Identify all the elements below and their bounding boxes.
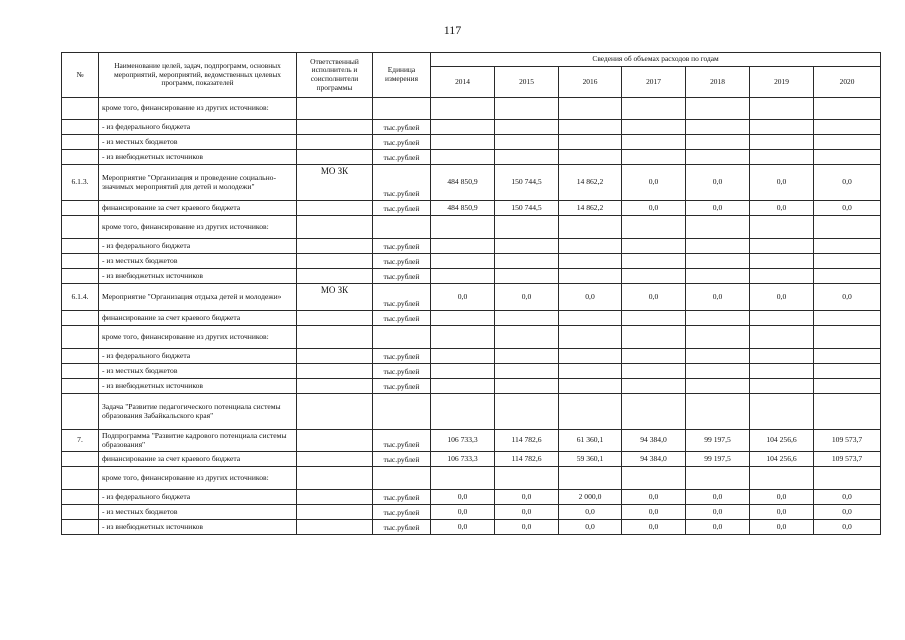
row-value [622, 150, 686, 165]
header-year: 2014 [431, 67, 495, 98]
row-value: 0,0 [686, 201, 750, 216]
row-value: 0,0 [559, 505, 622, 520]
row-value [686, 467, 750, 490]
row-value [814, 394, 881, 430]
row-value [431, 150, 495, 165]
row-value [814, 379, 881, 394]
table-row [62, 284, 881, 311]
row-value [750, 239, 814, 254]
row-value: 109 573,7 [814, 430, 881, 452]
row-value [622, 135, 686, 150]
row-number [62, 467, 99, 490]
row-value [495, 120, 559, 135]
table-body [62, 98, 881, 535]
row-value: 0,0 [686, 505, 750, 520]
row-value [431, 349, 495, 364]
row-value: 0,0 [431, 490, 495, 505]
row-responsible [297, 201, 373, 216]
row-value [431, 394, 495, 430]
row-number [62, 349, 99, 364]
row-value [622, 379, 686, 394]
row-value [750, 394, 814, 430]
row-value [431, 254, 495, 269]
row-number [62, 201, 99, 216]
row-value [750, 98, 814, 120]
row-value [495, 135, 559, 150]
table-row [62, 349, 881, 364]
row-value: 0,0 [431, 284, 495, 311]
row-value [686, 269, 750, 284]
row-responsible [297, 452, 373, 467]
header-year: 2019 [750, 67, 814, 98]
row-number [62, 452, 99, 467]
header-years-group: Сведения об объемах расходов по годам [431, 53, 881, 67]
row-value [559, 254, 622, 269]
table-row [62, 394, 881, 430]
row-value [559, 98, 622, 120]
row-unit: тыс.рублей [373, 379, 431, 394]
table-row [62, 467, 881, 490]
row-number [62, 216, 99, 239]
row-value [750, 216, 814, 239]
row-value: 14 862,2 [559, 165, 622, 201]
row-value: 0,0 [814, 165, 881, 201]
row-value [559, 394, 622, 430]
header-name: Наименование целей, задач, подпрограмм, основных мероприятий, мероприятий, ведомственных целевых программ, показателей [99, 53, 297, 98]
row-unit: тыс.рублей [373, 135, 431, 150]
row-unit: тыс.рублей [373, 311, 431, 326]
row-number [62, 135, 99, 150]
table-header [62, 53, 881, 98]
row-responsible [297, 311, 373, 326]
row-name: кроме того, финансирование из других источников: [99, 326, 297, 349]
row-responsible [297, 120, 373, 135]
row-unit: тыс.рублей [373, 452, 431, 467]
row-name: кроме того, финансирование из других источников: [99, 216, 297, 239]
table-row [62, 520, 881, 535]
row-value: 104 256,6 [750, 430, 814, 452]
row-unit: тыс.рублей [373, 364, 431, 379]
row-responsible [297, 520, 373, 535]
row-unit: тыс.рублей [373, 520, 431, 535]
row-name: - из федерального бюджета [99, 239, 297, 254]
row-value: 0,0 [622, 505, 686, 520]
row-value: 114 782,6 [495, 452, 559, 467]
row-value: 0,0 [750, 505, 814, 520]
row-value: 0,0 [750, 284, 814, 311]
row-value [814, 239, 881, 254]
row-value [814, 311, 881, 326]
row-name: Задача "Развитие педагогического потенциала системы образования Забайкальского края" [99, 394, 297, 430]
table-row [62, 201, 881, 216]
row-value [495, 326, 559, 349]
table-row [62, 379, 881, 394]
row-name: Мероприятие "Организация и проведение социально-значимых мероприятий для детей и молодежи" [99, 165, 297, 201]
row-number [62, 520, 99, 535]
row-value: 0,0 [686, 165, 750, 201]
row-value [559, 135, 622, 150]
row-value: 484 850,9 [431, 165, 495, 201]
row-value: 99 197,5 [686, 430, 750, 452]
row-value: 14 862,2 [559, 201, 622, 216]
row-unit: тыс.рублей [373, 201, 431, 216]
row-value [622, 364, 686, 379]
row-value [559, 150, 622, 165]
row-value [750, 326, 814, 349]
row-value [622, 98, 686, 120]
row-value [622, 326, 686, 349]
row-value [814, 254, 881, 269]
row-value [750, 254, 814, 269]
row-unit: тыс.рублей [373, 269, 431, 284]
row-responsible [297, 467, 373, 490]
table-row [62, 165, 881, 201]
row-unit: тыс.рублей [373, 430, 431, 452]
row-value [622, 269, 686, 284]
row-value: 0,0 [750, 165, 814, 201]
row-value [559, 349, 622, 364]
row-value [814, 467, 881, 490]
row-value [495, 349, 559, 364]
row-value: 109 573,7 [814, 452, 881, 467]
row-value: 0,0 [750, 201, 814, 216]
header-year: 2017 [622, 67, 686, 98]
row-value [495, 98, 559, 120]
row-name: - из внебюджетных источников [99, 520, 297, 535]
row-value: 0,0 [559, 284, 622, 311]
row-value [431, 379, 495, 394]
row-unit: тыс.рублей [373, 349, 431, 364]
row-number: 7. [62, 430, 99, 452]
row-value [814, 349, 881, 364]
row-value: 0,0 [495, 505, 559, 520]
row-responsible [297, 349, 373, 364]
table-row [62, 120, 881, 135]
row-value [431, 239, 495, 254]
row-value [814, 98, 881, 120]
row-responsible [297, 98, 373, 120]
row-value [622, 311, 686, 326]
row-value: 94 384,0 [622, 430, 686, 452]
row-unit: тыс.рублей [373, 254, 431, 269]
row-value: 0,0 [622, 201, 686, 216]
row-value [559, 216, 622, 239]
row-responsible [297, 364, 373, 379]
row-responsible [297, 216, 373, 239]
row-value: 106 733,3 [431, 430, 495, 452]
row-value [622, 349, 686, 364]
table-row [62, 239, 881, 254]
row-value [814, 326, 881, 349]
row-name: - из федерального бюджета [99, 349, 297, 364]
row-value [750, 467, 814, 490]
row-number [62, 394, 99, 430]
row-value: 150 744,5 [495, 201, 559, 216]
row-unit: тыс.рублей [373, 239, 431, 254]
row-name: - из федерального бюджета [99, 490, 297, 505]
row-value: 0,0 [559, 520, 622, 535]
row-number: 6.1.3. [62, 165, 99, 201]
row-value [431, 98, 495, 120]
row-value [431, 135, 495, 150]
row-value [750, 349, 814, 364]
row-value [750, 120, 814, 135]
row-unit: тыс.рублей [373, 150, 431, 165]
row-value [495, 467, 559, 490]
row-name: кроме того, финансирование из других источников: [99, 467, 297, 490]
row-value: 0,0 [622, 284, 686, 311]
table-row [62, 254, 881, 269]
row-value [686, 311, 750, 326]
row-number [62, 311, 99, 326]
row-value [431, 120, 495, 135]
row-number [62, 364, 99, 379]
row-value [495, 216, 559, 239]
row-value [559, 311, 622, 326]
row-value [495, 311, 559, 326]
row-unit: тыс.рублей [373, 165, 431, 201]
row-value: 0,0 [431, 505, 495, 520]
row-number [62, 505, 99, 520]
row-responsible [297, 150, 373, 165]
row-value [495, 239, 559, 254]
row-value [622, 216, 686, 239]
row-name: Подпрограмма "Развитие кадрового потенциала системы образования" [99, 430, 297, 452]
table-row [62, 98, 881, 120]
row-value: 0,0 [814, 201, 881, 216]
row-value [686, 349, 750, 364]
row-value [686, 120, 750, 135]
row-number [62, 326, 99, 349]
row-value [431, 269, 495, 284]
row-value [814, 150, 881, 165]
row-value [622, 120, 686, 135]
row-value [495, 269, 559, 284]
row-value [559, 326, 622, 349]
row-unit [373, 216, 431, 239]
row-value [686, 364, 750, 379]
row-value: 0,0 [814, 490, 881, 505]
row-value [431, 364, 495, 379]
row-value [559, 467, 622, 490]
row-name: - из федерального бюджета [99, 120, 297, 135]
row-name: - из местных бюджетов [99, 505, 297, 520]
row-responsible: МО ЗК [297, 165, 373, 201]
row-number [62, 490, 99, 505]
table-row [62, 490, 881, 505]
table-row [62, 452, 881, 467]
row-value: 0,0 [622, 165, 686, 201]
row-unit [373, 467, 431, 490]
row-number [62, 254, 99, 269]
row-value [750, 379, 814, 394]
row-responsible [297, 379, 373, 394]
row-number [62, 120, 99, 135]
row-value: 2 000,0 [559, 490, 622, 505]
row-value [686, 379, 750, 394]
row-value: 0,0 [814, 520, 881, 535]
row-name: Мероприятие "Организация отдыха детей и молодежи» [99, 284, 297, 311]
row-value [559, 269, 622, 284]
row-responsible [297, 490, 373, 505]
row-number [62, 379, 99, 394]
row-value [559, 239, 622, 254]
header-unit: Единица измерения [373, 53, 431, 98]
row-value [814, 269, 881, 284]
row-name: кроме того, финансирование из других источников: [99, 98, 297, 120]
expenditure-table [61, 52, 881, 535]
row-value [686, 150, 750, 165]
row-name: - из местных бюджетов [99, 364, 297, 379]
row-value [686, 254, 750, 269]
row-responsible: МО ЗК [297, 284, 373, 311]
row-value [750, 135, 814, 150]
row-number: 6.1.4. [62, 284, 99, 311]
row-value [750, 311, 814, 326]
row-name: - из местных бюджетов [99, 135, 297, 150]
row-name: - из внебюджетных источников [99, 150, 297, 165]
row-value [686, 239, 750, 254]
row-value: 0,0 [495, 490, 559, 505]
row-value: 94 384,0 [622, 452, 686, 467]
row-value [622, 239, 686, 254]
table-row [62, 505, 881, 520]
row-unit: тыс.рублей [373, 490, 431, 505]
row-value [814, 216, 881, 239]
row-value [559, 120, 622, 135]
row-value [814, 364, 881, 379]
row-value [431, 311, 495, 326]
row-number [62, 150, 99, 165]
row-value: 114 782,6 [495, 430, 559, 452]
header-year: 2015 [495, 67, 559, 98]
row-value: 106 733,3 [431, 452, 495, 467]
row-value [814, 120, 881, 135]
page-number: 117 [443, 23, 462, 37]
header-year: 2018 [686, 67, 750, 98]
row-value [431, 216, 495, 239]
table-row [62, 135, 881, 150]
header-year: 2020 [814, 67, 881, 98]
row-value: 0,0 [814, 284, 881, 311]
table-row [62, 216, 881, 239]
row-value: 0,0 [622, 490, 686, 505]
row-value [431, 467, 495, 490]
row-name: финансирование за счет краевого бюджета [99, 452, 297, 467]
row-value: 59 360,1 [559, 452, 622, 467]
row-name: - из местных бюджетов [99, 254, 297, 269]
row-value [750, 269, 814, 284]
row-value: 0,0 [622, 520, 686, 535]
row-value: 0,0 [686, 490, 750, 505]
row-number [62, 239, 99, 254]
row-name: финансирование за счет краевого бюджета [99, 201, 297, 216]
row-value: 0,0 [495, 284, 559, 311]
row-responsible [297, 135, 373, 150]
row-value: 0,0 [431, 520, 495, 535]
header-responsible: Ответственный исполнитель и соисполнители программы [297, 53, 373, 98]
row-value [431, 326, 495, 349]
row-value: 0,0 [686, 284, 750, 311]
table-row [62, 364, 881, 379]
row-responsible [297, 430, 373, 452]
row-value [814, 135, 881, 150]
row-value [559, 379, 622, 394]
row-value [686, 135, 750, 150]
row-value [622, 467, 686, 490]
row-value: 61 360,1 [559, 430, 622, 452]
row-name: - из внебюджетных источников [99, 379, 297, 394]
row-value [686, 326, 750, 349]
row-name: финансирование за счет краевого бюджета [99, 311, 297, 326]
row-value [559, 364, 622, 379]
row-responsible [297, 254, 373, 269]
row-value [750, 364, 814, 379]
row-unit: тыс.рублей [373, 284, 431, 311]
table-row [62, 150, 881, 165]
row-value: 150 744,5 [495, 165, 559, 201]
row-responsible [297, 269, 373, 284]
row-value: 99 197,5 [686, 452, 750, 467]
row-responsible [297, 394, 373, 430]
row-value [622, 254, 686, 269]
row-responsible [297, 239, 373, 254]
row-unit [373, 394, 431, 430]
table-row [62, 326, 881, 349]
row-value [495, 364, 559, 379]
row-value: 0,0 [814, 505, 881, 520]
row-unit [373, 326, 431, 349]
row-value: 0,0 [750, 490, 814, 505]
row-unit: тыс.рублей [373, 505, 431, 520]
row-value: 484 850,9 [431, 201, 495, 216]
table-row [62, 311, 881, 326]
row-value [750, 150, 814, 165]
row-value: 0,0 [750, 520, 814, 535]
row-value: 0,0 [495, 520, 559, 535]
row-responsible [297, 326, 373, 349]
header-year: 2016 [559, 67, 622, 98]
row-number [62, 98, 99, 120]
row-name: - из внебюджетных источников [99, 269, 297, 284]
row-value [686, 394, 750, 430]
row-responsible [297, 505, 373, 520]
table-row [62, 430, 881, 452]
row-value [495, 150, 559, 165]
row-value [622, 394, 686, 430]
row-unit: тыс.рублей [373, 120, 431, 135]
row-value: 0,0 [686, 520, 750, 535]
row-value: 104 256,6 [750, 452, 814, 467]
row-value [686, 98, 750, 120]
row-value [495, 254, 559, 269]
row-value [686, 216, 750, 239]
table-row [62, 269, 881, 284]
row-number [62, 269, 99, 284]
header-num: № [62, 53, 99, 98]
row-value [495, 379, 559, 394]
row-unit [373, 98, 431, 120]
row-value [495, 394, 559, 430]
